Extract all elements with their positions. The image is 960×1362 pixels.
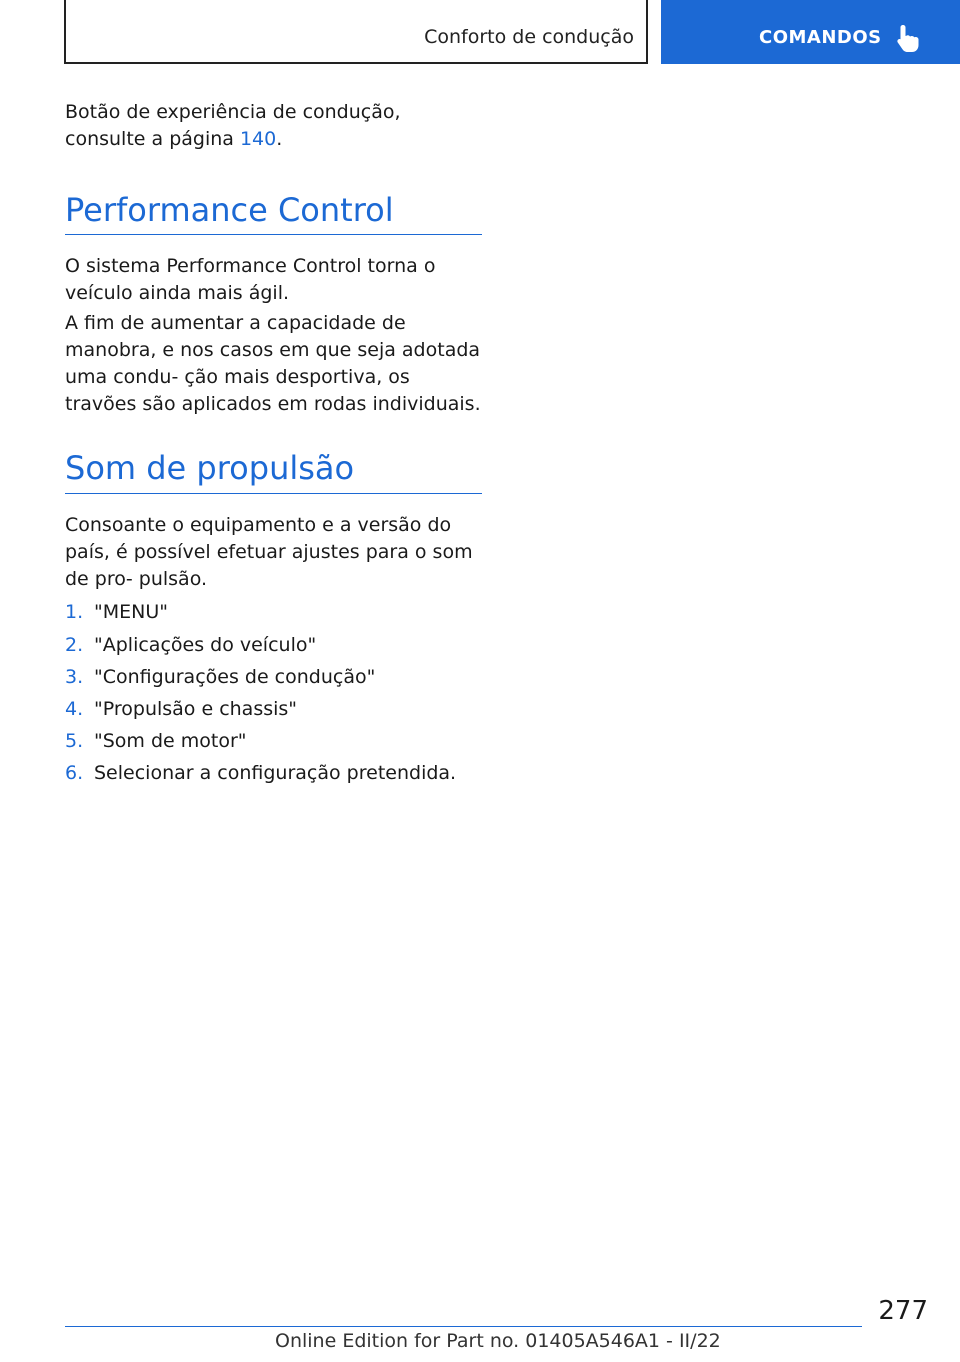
intro-paragraph: [65, 99, 483, 153]
step-text: "Aplicações do veículo": [94, 634, 317, 656]
performance-heading-block: [65, 190, 483, 230]
performance-body-2: [65, 310, 483, 418]
list-item: [65, 696, 297, 723]
performance-p1: O sistema Performance Control torna o veículo ainda mais ágil.: [65, 255, 436, 304]
header-section-box: [64, 0, 648, 64]
step-number: 1.: [65, 601, 84, 623]
footer-edition: Online Edition for Part no. 01405A546A1 - II/22: [275, 1330, 721, 1352]
step-text: Selecionar a configuração pretendida.: [94, 762, 457, 784]
step-number: 6.: [65, 762, 84, 784]
hand-pointer-icon: [895, 23, 921, 53]
step-number: 2.: [65, 634, 84, 656]
step-text: "Som de motor": [94, 730, 247, 752]
intro-tail: .: [276, 128, 283, 150]
section-title: Conforto de condução: [424, 26, 634, 48]
sound-p1: Consoante o equipamento e a versão do país, é possível efetuar ajustes para o som de pro‐ pulsão.: [65, 514, 473, 590]
page-link[interactable]: 140: [239, 128, 277, 150]
list-item: [65, 760, 456, 787]
list-item: [65, 632, 316, 659]
performance-p2: A fim de aumentar a capacidade de manobra, e nos casos em que seja adotada uma condu‐ ção mais desportiva, os travões são aplicados em rodas individuais.: [65, 312, 481, 415]
list-item: [65, 728, 247, 755]
performance-rule: [65, 234, 482, 235]
list-item: [65, 599, 168, 626]
chapter-tab[interactable]: [661, 0, 960, 64]
chapter-title: COMANDOS: [759, 27, 882, 48]
sound-rule: [65, 493, 482, 494]
page-number: 277: [878, 1296, 928, 1326]
step-text: "Propulsão e chassis": [94, 698, 298, 720]
performance-heading: Performance Control: [65, 191, 394, 229]
intro-text: Botão de experiência de condução, consulte a página: [65, 101, 401, 150]
step-number: 3.: [65, 666, 84, 688]
step-number: 4.: [65, 698, 84, 720]
sound-heading-block: [65, 448, 483, 488]
list-item: [65, 664, 375, 691]
performance-body: [65, 253, 483, 307]
footer-rule: [65, 1326, 862, 1327]
step-number: 5.: [65, 730, 84, 752]
sound-body: [65, 512, 483, 593]
sound-heading: Som de propulsão: [65, 449, 355, 487]
step-text: "MENU": [94, 601, 168, 623]
step-text: "Configurações de condução": [94, 666, 376, 688]
